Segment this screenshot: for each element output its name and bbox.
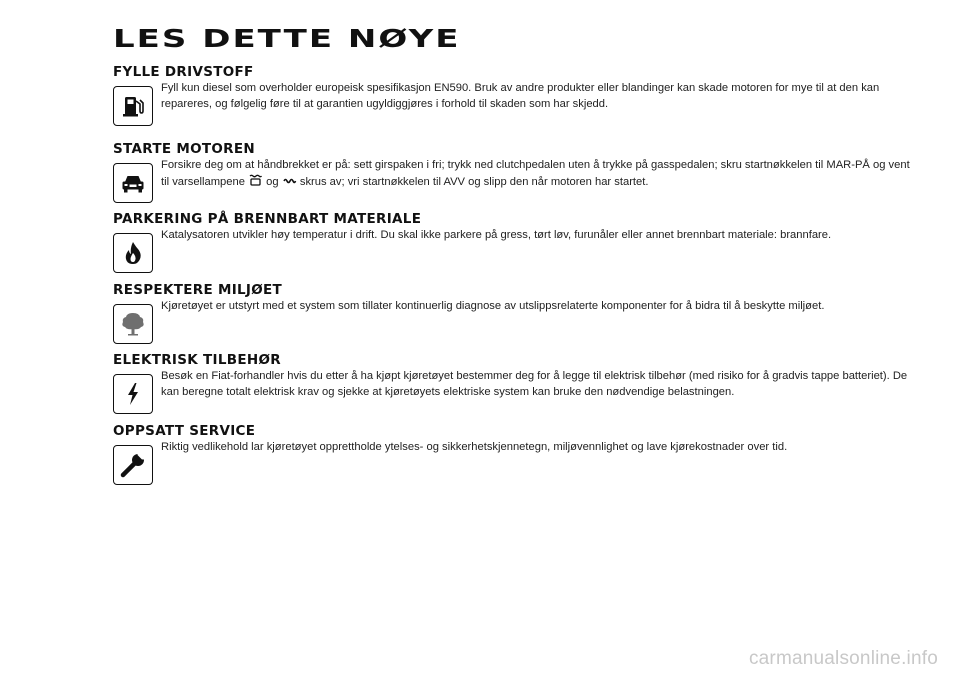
section-text: Fyll kun diesel som overholder europeisk spesifikasjon EN590. Bruk av andre produkter eller blandinger kan skade motoren for mye til at den kan repareres, og følgelig føre til at garantien ugyldiggjøres i forhold til skaden som har skjedd. <box>161 82 880 110</box>
section-heading: OPPSATT SERVICE <box>113 423 256 439</box>
lightning-icon <box>113 374 153 414</box>
section-fuel <box>113 64 913 142</box>
section-heading: RESPEKTERE MILJØET <box>113 282 283 298</box>
section-environment <box>113 282 913 360</box>
section-service <box>113 423 913 501</box>
section-heading: ELEKTRISK TILBEHØR <box>113 352 281 368</box>
glow-plug-warning-icon <box>248 174 263 193</box>
section-heading: FYLLE DRIVSTOFF <box>113 64 254 80</box>
tree-icon <box>113 304 153 344</box>
watermark: carmanualsonline.info <box>748 648 938 669</box>
section-text: Riktig vedlikehold lar kjøretøyet opprettholde ytelses- og sikkerhetskjennetegn, miljøvennlighet og lave kjørekostnader over tid. <box>161 441 788 453</box>
wrench-icon <box>113 445 153 485</box>
section-parking <box>113 211 913 289</box>
section-electrical <box>113 352 913 430</box>
coil-warning-icon <box>282 174 297 193</box>
flame-icon <box>113 233 153 273</box>
section-text: Besøk en Fiat-forhandler hvis du etter å ha kjøpt kjøretøyet bestemmer deg for å legge til elektrisk tilbehør (med risiko for å gradvis tappe batteriet). De kan beregne totalt elektrisk krav og sjekke at kjøretøyets elektriske system kan bruke den nødvendige belastningen. <box>161 370 908 398</box>
section-heading: PARKERING PÅ BRENNBART MATERIALE <box>113 211 422 227</box>
section-start-engine <box>113 141 913 219</box>
section-text <box>161 158 916 192</box>
page-title: LES DETTE NØYE <box>113 24 461 54</box>
section-text: Kjøretøyet er utstyrt med et system som tillater kontinuerlig diagnose av utslippsrelaterte komponenter for å bidra til å beskytte miljøet. <box>161 300 825 312</box>
car-icon <box>113 163 153 203</box>
section-text-part: og <box>266 175 279 188</box>
section-text: Katalysatoren utvikler høy temperatur i drift. Du skal ikke parkere på gress, tørt løv, furunåler eller annet brennbart materiale: brannfare. <box>161 229 832 241</box>
section-heading: STARTE MOTOREN <box>113 141 255 157</box>
fuel-pump-icon <box>113 86 153 126</box>
section-text-part: skrus av; vri startnøkkelen til AVV og slipp den når motoren har startet. <box>299 175 649 188</box>
section-text-part: Forsikre deg om at håndbrekket er på: sett girspaken i fri; trykk ned clutchpedalen uten å trykke på gasspedalen; skru startnøkkelen til MAR-PÅ og vent til varsellampene <box>161 159 910 188</box>
